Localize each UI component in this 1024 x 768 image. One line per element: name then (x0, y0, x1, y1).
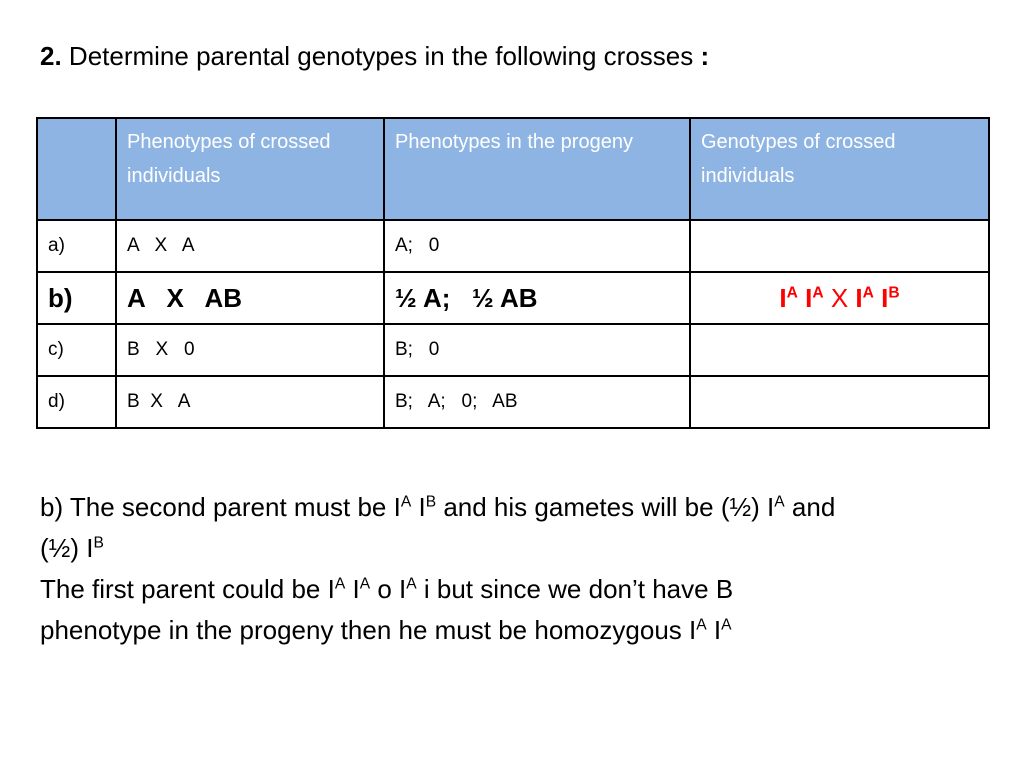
table-row (37, 272, 989, 324)
row-genotypes (690, 220, 989, 272)
row-parents: A X AB (116, 272, 384, 324)
title-text: Determine parental genotypes in the following crosses (61, 41, 701, 71)
row-progeny: B; 0 (384, 324, 690, 376)
table-row (37, 220, 989, 272)
header-cell-progeny: Phenotypes in the progeny (384, 118, 690, 220)
table-header-row (37, 118, 989, 220)
explanation-text (40, 487, 1000, 651)
title-number: 2. (40, 41, 62, 71)
cross-symbol: X (830, 282, 849, 313)
genotype-text: $I^A$ $I^A$ X $I^A$ $I^B$ (779, 282, 900, 313)
explanation-line: b) The second parent must be $I^A$ $I^B$ and his gametes will be (½) $I^A$ and (40, 492, 836, 522)
explanation-line: The first parent could be $I^A$ $I^A$ o $I^A$ i but since we don’t have B (40, 574, 734, 604)
header-cell-genotypes: Genotypes of crossed individuals (690, 118, 989, 220)
crosses-table (36, 117, 990, 429)
table-row (37, 324, 989, 376)
title-colon: : (700, 41, 710, 71)
row-progeny: ½ A; ½ AB (384, 272, 690, 324)
row-progeny: B; A; 0; AB (384, 376, 690, 428)
table-row (37, 376, 989, 428)
row-label: b) (37, 272, 116, 324)
row-parents: B X 0 (116, 324, 384, 376)
row-label: d) (37, 376, 116, 428)
row-genotypes (690, 376, 989, 428)
header-cell-parents: Phenotypes of crossed individuals (116, 118, 384, 220)
row-progeny: A; 0 (384, 220, 690, 272)
slide-title (40, 38, 709, 74)
row-genotypes (690, 324, 989, 376)
header-cell-label (37, 118, 116, 220)
row-genotypes-answer (690, 272, 989, 324)
row-label: a) (37, 220, 116, 272)
explanation-line: (½) $I^B$ (40, 533, 104, 563)
explanation-line: phenotype in the progeny then he must be homozygous $I^A$ $I^A$ (40, 615, 732, 645)
row-parents: B X A (116, 376, 384, 428)
row-label: c) (37, 324, 116, 376)
row-parents: A X A (116, 220, 384, 272)
